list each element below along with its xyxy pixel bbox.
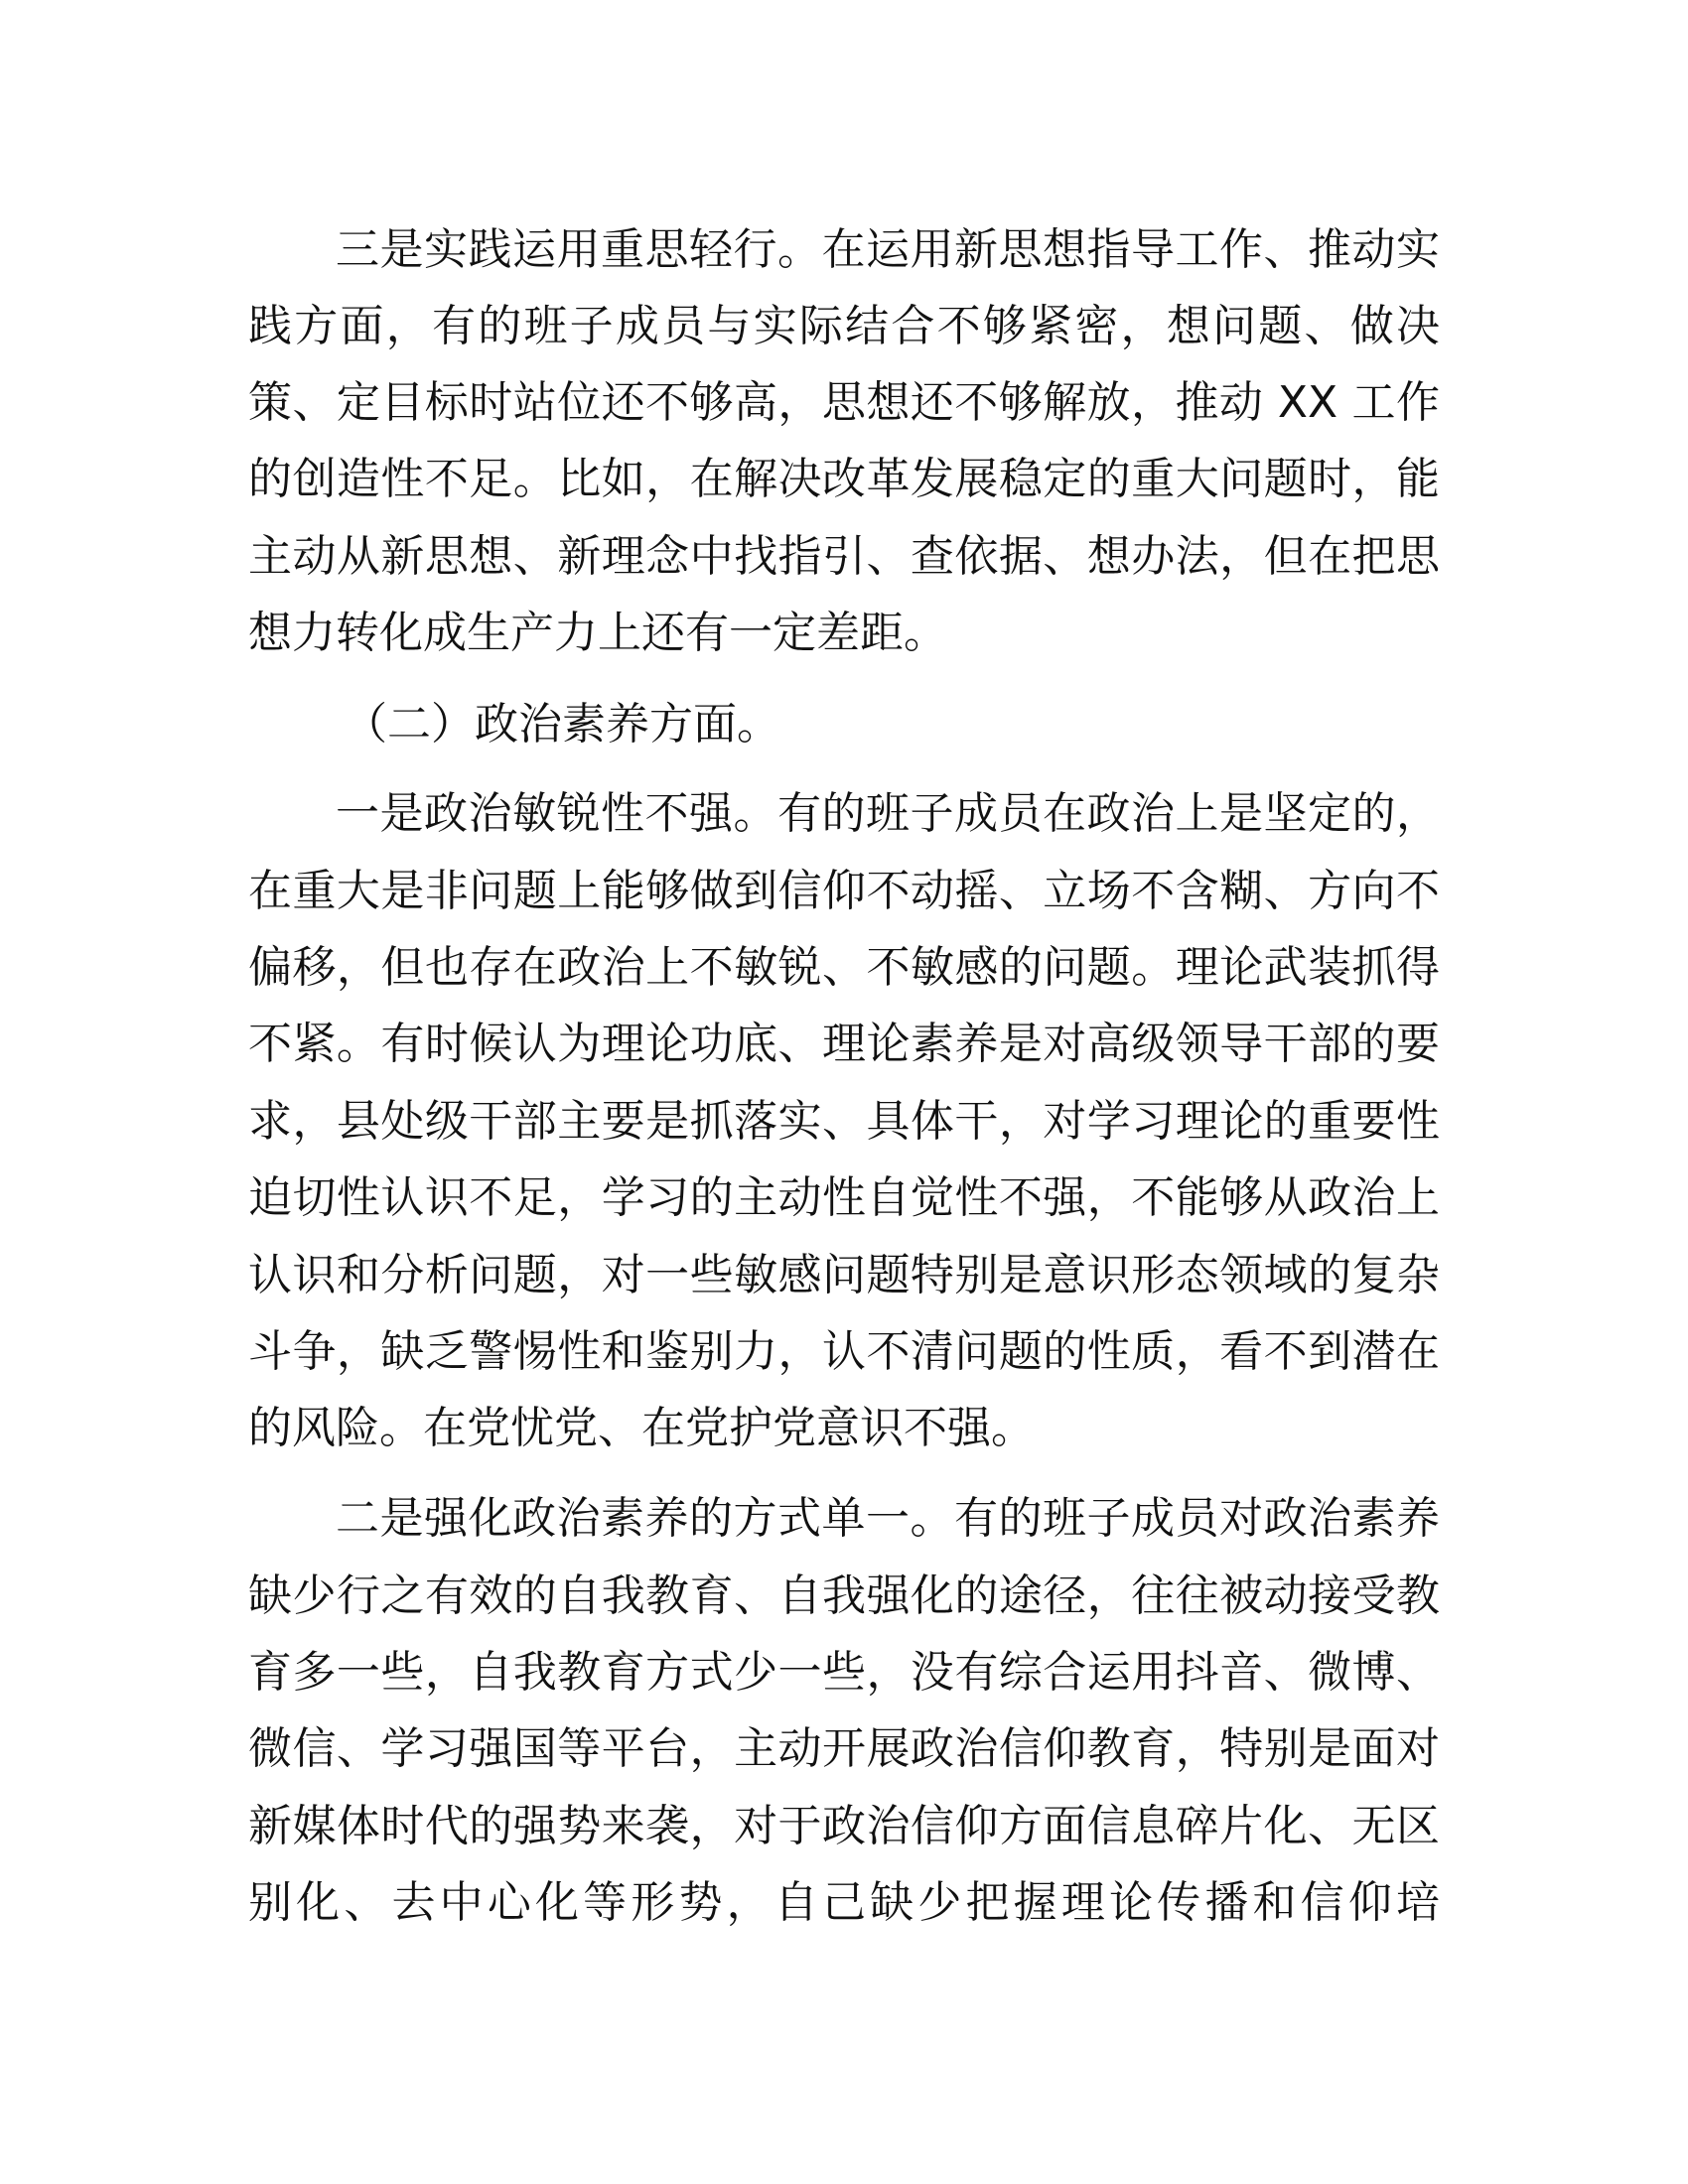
paragraph-line: 想力转化成生产力上还有一定差距。: [248, 608, 947, 658]
paragraph-line: 一是政治敏锐性不强。有的班子成员在政治上是坚定的，: [336, 788, 1440, 839]
paragraph-line: 的风险。在党忧党、在党护党意识不强。: [248, 1403, 1035, 1453]
paragraph-line: 缺少行之有效的自我教育、自我强化的途径，往往被动接受教: [248, 1570, 1440, 1621]
paragraph-line: 微信、学习强国等平台，主动开展政治信仰教育，特别是面对: [248, 1723, 1440, 1774]
paragraph-line: 践方面，有的班子成员与实际结合不够紧密，想问题、做决: [248, 301, 1440, 351]
paragraph-line: 偏移，但也存在政治上不敏锐、不敏感的问题。理论武装抓得: [248, 942, 1440, 993]
paragraph-line: 主动从新思想、新理念中找指引、查依据、想办法，但在把思: [248, 531, 1440, 582]
paragraph-line: 迫切性认识不足，学习的主动性自觉性不强，不能够从政治上: [248, 1172, 1440, 1223]
paragraph-line: 不紧。有时候认为理论功底、理论素养是对高级领导干部的要: [248, 1019, 1440, 1069]
paragraph-line: 的创造性不足。比如，在解决改革发展稳定的重大问题时，能: [248, 454, 1440, 504]
section-heading: （二）政治素养方面。: [344, 699, 780, 750]
paragraph-line: 认识和分析问题，对一些敏感问题特别是意识形态领域的复杂: [248, 1250, 1440, 1300]
paragraph-line: 新媒体时代的强势来袭，对于政治信仰方面信息碎片化、无区: [248, 1801, 1440, 1851]
paragraph-line: 育多一些，自我教育方式少一些，没有综合运用抖音、微博、: [248, 1647, 1440, 1698]
paragraph-line: 三是实践运用重思轻行。在运用新思想指导工作、推动实: [336, 224, 1440, 275]
paragraph-line: 策、定目标时站位还不够高，思想还不够解放，推动 XX 工作: [248, 377, 1440, 428]
paragraph-line: 二是强化政治素养的方式单一。有的班子成员对政治素养: [336, 1493, 1440, 1544]
paragraph-line: 斗争，缺乏警惕性和鉴别力，认不清问题的性质，看不到潜在: [248, 1326, 1440, 1377]
paragraph-line: 求，县处级干部主要是抓落实、具体干，对学习理论的重要性: [248, 1096, 1440, 1147]
paragraph-line: 别化、去中心化等形势，自己缺少把握理论传播和信仰培: [248, 1877, 1440, 1928]
paragraph-line: 在重大是非问题上能够做到信仰不动摇、立场不含糊、方向不: [248, 866, 1440, 916]
